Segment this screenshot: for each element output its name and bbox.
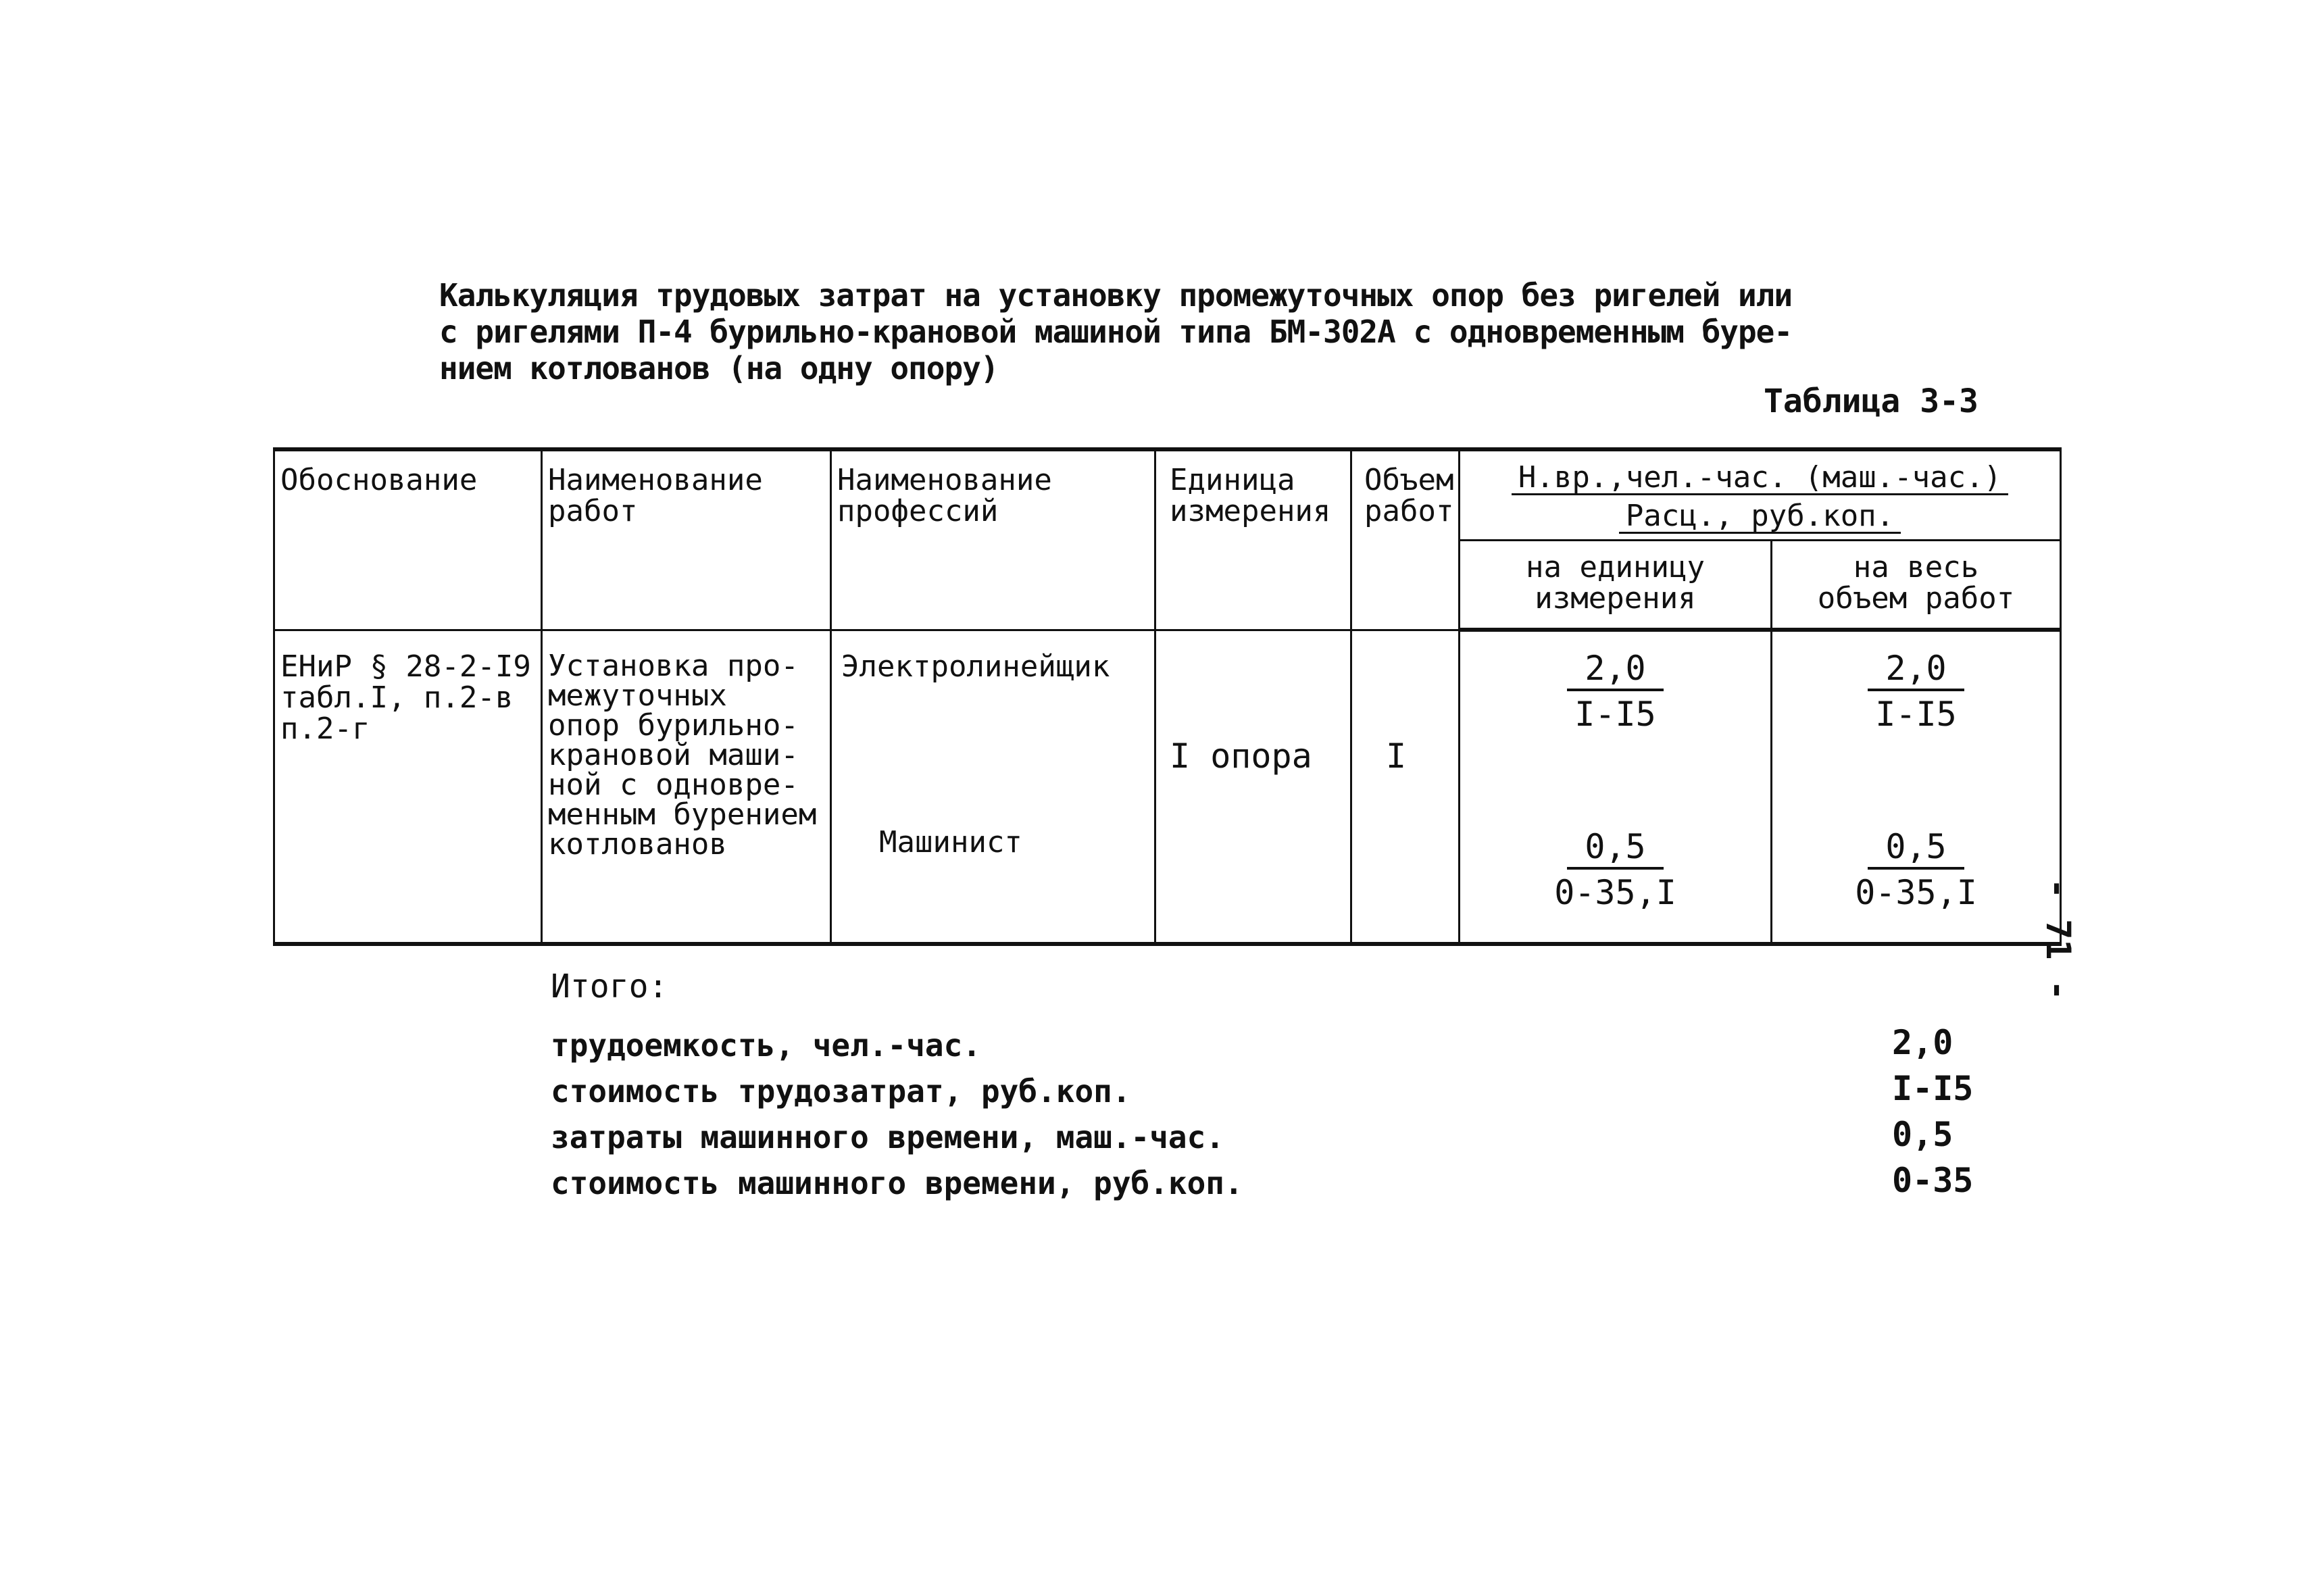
total-fraction-2 <box>1772 828 2060 913</box>
row-total-cell <box>1772 630 2061 944</box>
row-work-name: Установка про- межуточных опор бурильно- крановой маши- ной с одновре- менным бурением котлованов <box>548 648 817 862</box>
row-per-unit-cell <box>1460 630 1772 944</box>
total-2-rate: 0-35,I <box>1855 873 1977 912</box>
row-volume: I <box>1386 736 1407 776</box>
totals-item-value: 0,5 <box>1892 1115 1953 1154</box>
totals-item-value: I-I5 <box>1892 1069 1974 1108</box>
title-line-1: Калькуляция трудовых затрат на установку промежуточных опор без ригелей или <box>439 277 1793 314</box>
row-unit-cell <box>1155 630 1351 944</box>
document-title <box>439 277 1831 386</box>
totals-label: Итого: <box>551 968 668 1005</box>
total-2-norm: 0,5 <box>1868 828 1964 870</box>
header-volume-cell <box>1351 449 1460 630</box>
header-profession-cell <box>831 449 1155 630</box>
header-total-volume: на весь объем работ <box>1817 550 2015 616</box>
per-unit-1-rate: I-I5 <box>1574 695 1656 734</box>
header-unit-cell <box>1155 449 1351 630</box>
header-basis: Обоснование <box>280 463 478 497</box>
row-profession-2: Машинист <box>879 824 1022 859</box>
header-basis-cell <box>274 449 542 630</box>
header-work-name: Наименование работ <box>548 463 763 528</box>
header-per-unit-cell <box>1460 541 1772 630</box>
totals-item-value: 0-35 <box>1892 1161 1974 1200</box>
totals-item-label: стоимость машинного времени, руб.коп. <box>551 1165 1243 1201</box>
header-norm <box>1460 451 2060 534</box>
table-caption: Таблица 3-3 <box>1764 382 1978 420</box>
table-header-row <box>274 449 2061 541</box>
labor-cost-table <box>273 447 2062 946</box>
page-number: - 71 - <box>2039 878 2078 1001</box>
title-line-3: нием котлованов (на одну опору) <box>439 350 999 386</box>
header-profession: Наименование профессий <box>837 463 1052 528</box>
row-profession-1: Электролинейщик <box>841 649 1110 684</box>
row-basis: ЕНиР § 28-2-I9 табл.I, п.2-в п.2-г <box>280 649 531 746</box>
row-basis-cell <box>274 630 542 944</box>
header-volume: Объем работ <box>1364 463 1454 528</box>
per-unit-1-norm: 2,0 <box>1567 649 1663 691</box>
per-unit-2-rate: 0-35,I <box>1554 873 1676 912</box>
total-1-rate: I-I5 <box>1875 695 1957 734</box>
header-norm-rate: Расц., руб.коп. <box>1619 501 1901 534</box>
totals-item-value: 2,0 <box>1892 1023 1953 1062</box>
per-unit-fraction-1 <box>1460 649 1770 734</box>
title-line-2: с ригелями П-4 бурильно-крановой машиной типа БМ-302А с одновременным буре- <box>439 314 1793 350</box>
per-unit-fraction-2 <box>1460 828 1770 913</box>
header-unit: Единица измерения <box>1170 463 1331 528</box>
row-volume-cell <box>1351 630 1460 944</box>
header-total-volume-cell <box>1772 541 2061 630</box>
row-work-name-cell <box>542 630 831 944</box>
total-fraction-1 <box>1772 649 2060 734</box>
header-work-name-cell <box>542 449 831 630</box>
header-per-unit: на единицу измерения <box>1526 550 1705 616</box>
per-unit-2-norm: 0,5 <box>1567 828 1663 870</box>
row-profession-cell <box>831 630 1155 944</box>
header-norm-cell <box>1460 449 2061 541</box>
total-1-norm: 2,0 <box>1868 649 1964 691</box>
totals-item-label: затраты машинного времени, маш.-час. <box>551 1119 1224 1155</box>
totals-item-label: трудоемкость, чел.-час. <box>551 1027 981 1064</box>
table-row <box>274 630 2061 944</box>
header-norm-time: Н.вр.,чел.-час. (маш.-час.) <box>1512 462 2008 495</box>
row-unit: I опора <box>1170 736 1312 776</box>
totals-item-label: стоимость трудозатрат, руб.коп. <box>551 1073 1131 1109</box>
